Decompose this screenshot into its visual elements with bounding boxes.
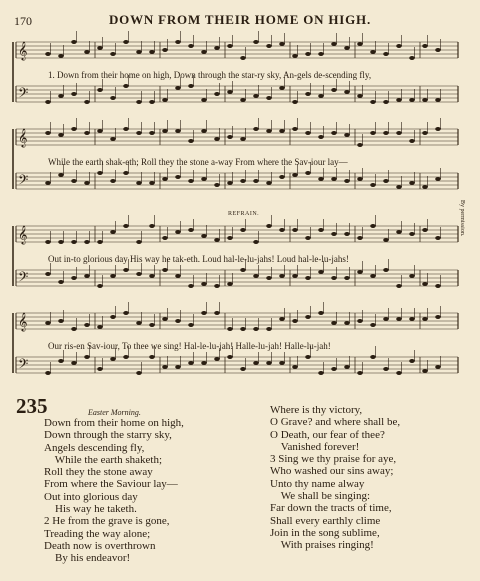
note-head bbox=[396, 44, 402, 48]
note-head bbox=[370, 323, 376, 327]
note-head bbox=[292, 228, 298, 232]
note-head bbox=[292, 365, 298, 369]
note-head bbox=[357, 94, 363, 98]
note-head bbox=[266, 44, 272, 48]
note-head bbox=[344, 133, 350, 137]
note-head bbox=[305, 355, 311, 359]
note-head bbox=[227, 327, 233, 331]
note-head bbox=[409, 98, 415, 102]
note-head bbox=[214, 46, 220, 50]
page-title: DOWN FROM THEIR HOME ON HIGH. bbox=[108, 12, 372, 27]
note-head bbox=[214, 238, 220, 242]
note-head bbox=[162, 236, 168, 240]
note-head bbox=[71, 127, 77, 131]
note-head bbox=[266, 276, 272, 280]
note-head bbox=[305, 236, 311, 240]
note-head bbox=[110, 52, 116, 56]
note-head bbox=[357, 236, 363, 240]
note-head bbox=[162, 268, 168, 272]
bass-clef-icon: 𝄢 bbox=[18, 87, 29, 104]
note-head bbox=[292, 127, 298, 131]
note-head bbox=[188, 361, 194, 365]
note-head bbox=[188, 323, 194, 327]
verse-right-line: We shall be singing: bbox=[270, 490, 371, 503]
verse-left-line: His way he taketh. bbox=[44, 503, 137, 516]
note-head bbox=[123, 224, 129, 228]
note-head bbox=[58, 133, 64, 137]
note-head bbox=[71, 276, 77, 280]
note-head bbox=[318, 311, 324, 315]
note-head bbox=[97, 240, 103, 244]
note-head bbox=[357, 42, 363, 46]
note-head bbox=[214, 311, 220, 315]
note-head bbox=[305, 131, 311, 135]
note-head bbox=[396, 371, 402, 375]
note-head bbox=[266, 224, 272, 228]
verse-right-line: 3 Sing we thy praise for aye, bbox=[270, 453, 397, 466]
treble-clef-icon: 𝄞 bbox=[18, 314, 28, 331]
lyric-line-2: While the earth shak-eth; Roll they the stone a-way From where the Sav-iour lay— bbox=[48, 157, 348, 167]
treble-clef-icon: 𝄞 bbox=[18, 227, 28, 244]
note-head bbox=[370, 224, 376, 228]
note-head bbox=[357, 143, 363, 147]
side-note: By permission. bbox=[459, 200, 465, 237]
verse-left-line: Down from their home on high, bbox=[44, 417, 184, 429]
note-head bbox=[227, 236, 233, 240]
note-head bbox=[396, 230, 402, 234]
note-head bbox=[344, 232, 350, 236]
note-head bbox=[175, 319, 181, 323]
note-head bbox=[149, 131, 155, 135]
note-head bbox=[383, 238, 389, 242]
note-head bbox=[305, 171, 311, 175]
verse-right-line: Unto thy name alway bbox=[270, 477, 365, 490]
note-head bbox=[149, 50, 155, 54]
note-head bbox=[422, 282, 428, 286]
note-head bbox=[136, 100, 142, 104]
note-head bbox=[266, 96, 272, 100]
note-head bbox=[318, 94, 324, 98]
note-head bbox=[292, 54, 298, 58]
note-head bbox=[253, 40, 259, 44]
note-head bbox=[435, 315, 441, 319]
bass-clef-icon: 𝄢 bbox=[18, 358, 29, 375]
note-head bbox=[422, 317, 428, 321]
note-head bbox=[136, 50, 142, 54]
note-head bbox=[331, 232, 337, 236]
verse-right-line: Shall every earthly clime bbox=[270, 514, 381, 527]
note-head bbox=[58, 173, 64, 177]
note-head bbox=[279, 175, 285, 179]
note-head bbox=[331, 367, 337, 371]
note-head bbox=[84, 131, 90, 135]
note-head bbox=[84, 240, 90, 244]
note-head bbox=[344, 276, 350, 280]
verse-right-line: Vanished forever! bbox=[270, 440, 360, 453]
note-head bbox=[318, 135, 324, 139]
note-head bbox=[409, 139, 415, 143]
verse-right-line: Where is thy victory, bbox=[270, 404, 363, 416]
note-head bbox=[396, 98, 402, 102]
note-head bbox=[84, 50, 90, 54]
note-head bbox=[240, 367, 246, 371]
note-head bbox=[45, 181, 51, 185]
note-head bbox=[344, 365, 350, 369]
verse-column-right bbox=[270, 404, 400, 552]
verse-right-line: O Death, our fear of thee? bbox=[270, 428, 385, 441]
note-head bbox=[162, 365, 168, 369]
note-head bbox=[253, 127, 259, 131]
note-head bbox=[409, 181, 415, 185]
note-head bbox=[227, 90, 233, 94]
note-head bbox=[175, 129, 181, 133]
note-head bbox=[370, 131, 376, 135]
note-head bbox=[175, 86, 181, 90]
note-head bbox=[396, 317, 402, 321]
note-head bbox=[214, 357, 220, 361]
note-head bbox=[344, 90, 350, 94]
note-head bbox=[383, 268, 389, 272]
note-head bbox=[214, 284, 220, 288]
note-head bbox=[227, 135, 233, 139]
note-head bbox=[240, 268, 246, 272]
note-head bbox=[383, 317, 389, 321]
note-head bbox=[136, 131, 142, 135]
note-head bbox=[240, 56, 246, 60]
note-head bbox=[266, 181, 272, 185]
note-head bbox=[149, 100, 155, 104]
note-head bbox=[266, 361, 272, 365]
note-head bbox=[175, 274, 181, 278]
note-head bbox=[435, 127, 441, 131]
note-head bbox=[240, 327, 246, 331]
note-head bbox=[45, 321, 51, 325]
note-head bbox=[58, 54, 64, 58]
note-head bbox=[370, 274, 376, 278]
note-head bbox=[71, 179, 77, 183]
note-head bbox=[409, 317, 415, 321]
note-head bbox=[162, 177, 168, 181]
note-head bbox=[370, 183, 376, 187]
note-head bbox=[435, 98, 441, 102]
bass-clef-icon: 𝄢 bbox=[18, 271, 29, 288]
note-head bbox=[370, 100, 376, 104]
note-head bbox=[110, 315, 116, 319]
note-head bbox=[279, 42, 285, 46]
note-head bbox=[136, 272, 142, 276]
verse-right-line: O Grave? and where shall be, bbox=[270, 416, 401, 429]
note-head bbox=[344, 321, 350, 325]
note-head bbox=[383, 131, 389, 135]
note-head bbox=[71, 40, 77, 44]
note-head bbox=[331, 321, 337, 325]
note-head bbox=[396, 284, 402, 288]
note-head bbox=[422, 44, 428, 48]
note-head bbox=[149, 181, 155, 185]
note-head bbox=[422, 185, 428, 189]
note-head bbox=[71, 240, 77, 244]
note-head bbox=[383, 100, 389, 104]
note-head bbox=[331, 276, 337, 280]
note-head bbox=[162, 317, 168, 321]
note-head bbox=[188, 139, 194, 143]
treble-clef-icon: 𝄞 bbox=[18, 130, 28, 147]
note-head bbox=[214, 92, 220, 96]
note-head bbox=[45, 371, 51, 375]
note-head bbox=[175, 175, 181, 179]
note-head bbox=[188, 44, 194, 48]
note-head bbox=[136, 240, 142, 244]
note-head bbox=[227, 44, 233, 48]
page-number: 170 bbox=[14, 14, 32, 28]
note-head bbox=[175, 365, 181, 369]
note-head bbox=[318, 228, 324, 232]
note-head bbox=[97, 129, 103, 133]
note-head bbox=[136, 371, 142, 375]
note-head bbox=[357, 319, 363, 323]
note-head bbox=[305, 315, 311, 319]
note-head bbox=[201, 98, 207, 102]
note-head bbox=[97, 325, 103, 329]
note-head bbox=[162, 48, 168, 52]
note-head bbox=[409, 56, 415, 60]
verse-left-line: While the earth shaketh; bbox=[44, 453, 163, 466]
note-head bbox=[409, 359, 415, 363]
note-head bbox=[422, 98, 428, 102]
note-head bbox=[253, 274, 259, 278]
verse-left-line: Out into glorious day bbox=[44, 490, 138, 503]
note-head bbox=[58, 359, 64, 363]
verse-left-line: Treading the way alone; bbox=[44, 527, 151, 540]
note-head bbox=[84, 181, 90, 185]
verse-left-line: Death now is overthrown bbox=[44, 539, 156, 552]
note-head bbox=[97, 88, 103, 92]
note-head bbox=[84, 100, 90, 104]
note-head bbox=[266, 129, 272, 133]
verse-right-line: Join in the song sublime, bbox=[270, 526, 380, 539]
note-head bbox=[253, 240, 259, 244]
note-head bbox=[149, 355, 155, 359]
note-head bbox=[227, 355, 233, 359]
note-head bbox=[188, 228, 194, 232]
note-head bbox=[279, 274, 285, 278]
note-head bbox=[253, 94, 259, 98]
note-head bbox=[318, 371, 324, 375]
note-head bbox=[201, 129, 207, 133]
note-head bbox=[357, 177, 363, 181]
note-head bbox=[149, 224, 155, 228]
note-head bbox=[357, 371, 363, 375]
note-head bbox=[84, 323, 90, 327]
note-head bbox=[435, 284, 441, 288]
note-head bbox=[292, 173, 298, 177]
note-head bbox=[279, 228, 285, 232]
note-head bbox=[383, 52, 389, 56]
note-head bbox=[292, 319, 298, 323]
note-head bbox=[162, 129, 168, 133]
note-head bbox=[58, 240, 64, 244]
note-head bbox=[97, 46, 103, 50]
note-head bbox=[188, 284, 194, 288]
note-head bbox=[253, 361, 259, 365]
refrain-label: REFRAIN. bbox=[228, 211, 260, 217]
note-head bbox=[45, 100, 51, 104]
note-head bbox=[188, 84, 194, 88]
note-head bbox=[435, 177, 441, 181]
note-head bbox=[123, 40, 129, 44]
note-head bbox=[201, 50, 207, 54]
note-head bbox=[240, 179, 246, 183]
treble-clef-icon: 𝄞 bbox=[18, 43, 28, 60]
hymn-subtitle: Easter Morning. bbox=[88, 408, 141, 417]
lyric-line-3: Out in-to glorious day His way he tak-eth. Loud hal-le-lu-jahs! Loud hal-le-lu-jahs! bbox=[48, 254, 349, 264]
verse-right-line: Who washed our sins away; bbox=[270, 465, 394, 478]
verse-right-line: With praises ringing! bbox=[270, 539, 374, 552]
note-head bbox=[396, 131, 402, 135]
note-head bbox=[162, 98, 168, 102]
note-head bbox=[357, 270, 363, 274]
note-head bbox=[318, 52, 324, 56]
note-head bbox=[214, 183, 220, 187]
note-head bbox=[123, 311, 129, 315]
note-head bbox=[344, 179, 350, 183]
note-head bbox=[201, 234, 207, 238]
note-head bbox=[435, 236, 441, 240]
note-head bbox=[305, 92, 311, 96]
note-head bbox=[58, 94, 64, 98]
note-head bbox=[396, 185, 402, 189]
note-head bbox=[331, 42, 337, 46]
lyric-line-1: 1. Down from their home on high, Down through the star-ry sky, An-gels de-scending fly, bbox=[48, 70, 372, 80]
note-head bbox=[435, 48, 441, 52]
note-head bbox=[279, 129, 285, 133]
note-head bbox=[279, 86, 285, 90]
note-head bbox=[123, 127, 129, 131]
note-head bbox=[71, 361, 77, 365]
note-head bbox=[110, 96, 116, 100]
note-head bbox=[227, 282, 233, 286]
note-head bbox=[201, 311, 207, 315]
verse-right-line: Far down the tracts of time, bbox=[270, 502, 392, 515]
note-head bbox=[110, 274, 116, 278]
note-head bbox=[279, 317, 285, 321]
note-head bbox=[97, 171, 103, 175]
note-head bbox=[266, 327, 272, 331]
note-head bbox=[201, 177, 207, 181]
note-head bbox=[97, 367, 103, 371]
verse-left-line: From where the Saviour lay— bbox=[44, 478, 178, 491]
note-head bbox=[97, 284, 103, 288]
note-head bbox=[240, 137, 246, 141]
note-head bbox=[305, 276, 311, 280]
note-head bbox=[201, 361, 207, 365]
verse-left-line: Roll they the stone away bbox=[44, 466, 153, 479]
note-head bbox=[331, 177, 337, 181]
note-head bbox=[45, 240, 51, 244]
note-head bbox=[45, 272, 51, 276]
note-head bbox=[214, 137, 220, 141]
note-head bbox=[71, 327, 77, 331]
note-head bbox=[149, 274, 155, 278]
note-head bbox=[292, 100, 298, 104]
verse-left-line: 2 He from the grave is gone, bbox=[44, 515, 170, 528]
note-head bbox=[240, 98, 246, 102]
verse-left-line: Angels descending fly, bbox=[44, 441, 145, 454]
note-head bbox=[123, 84, 129, 88]
note-head bbox=[422, 131, 428, 135]
note-head bbox=[175, 230, 181, 234]
note-head bbox=[123, 268, 129, 272]
note-head bbox=[110, 357, 116, 361]
verse-column-left bbox=[44, 417, 184, 565]
note-head bbox=[84, 274, 90, 278]
note-head bbox=[383, 367, 389, 371]
note-head bbox=[292, 274, 298, 278]
note-head bbox=[58, 319, 64, 323]
note-head bbox=[149, 323, 155, 327]
note-head bbox=[331, 131, 337, 135]
note-head bbox=[45, 131, 51, 135]
note-head bbox=[409, 274, 415, 278]
note-head bbox=[318, 177, 324, 181]
bass-clef-icon: 𝄢 bbox=[18, 174, 29, 191]
verse-left-line: Down through the starry sky, bbox=[44, 429, 172, 442]
note-head bbox=[188, 179, 194, 183]
note-head bbox=[123, 355, 129, 359]
note-head bbox=[344, 46, 350, 50]
note-head bbox=[71, 92, 77, 96]
note-head bbox=[331, 88, 337, 92]
verse-left-line: By his endeavor! bbox=[44, 552, 131, 565]
note-head bbox=[227, 181, 233, 185]
note-head bbox=[136, 181, 142, 185]
note-head bbox=[370, 50, 376, 54]
note-head bbox=[253, 327, 259, 331]
note-head bbox=[370, 355, 376, 359]
note-head bbox=[84, 355, 90, 359]
note-head bbox=[422, 369, 428, 373]
note-head bbox=[110, 137, 116, 141]
note-head bbox=[201, 282, 207, 286]
hymn-number: 235 bbox=[16, 394, 48, 418]
note-head bbox=[279, 361, 285, 365]
note-head bbox=[383, 179, 389, 183]
note-head bbox=[58, 280, 64, 284]
note-head bbox=[110, 230, 116, 234]
note-head bbox=[240, 228, 246, 232]
note-head bbox=[110, 179, 116, 183]
lyric-line-4: Our ris-en Sav-iour, To thee we sing! Hal-le-lu-jah! Halle-lu-jah! Halle-lu-jah! bbox=[48, 341, 331, 351]
note-head bbox=[305, 52, 311, 56]
note-head bbox=[136, 321, 142, 325]
note-head bbox=[123, 171, 129, 175]
note-head bbox=[318, 270, 324, 274]
note-head bbox=[422, 228, 428, 232]
note-head bbox=[175, 40, 181, 44]
note-head bbox=[45, 52, 51, 56]
note-head bbox=[435, 365, 441, 369]
note-head bbox=[253, 179, 259, 183]
note-head bbox=[409, 232, 415, 236]
